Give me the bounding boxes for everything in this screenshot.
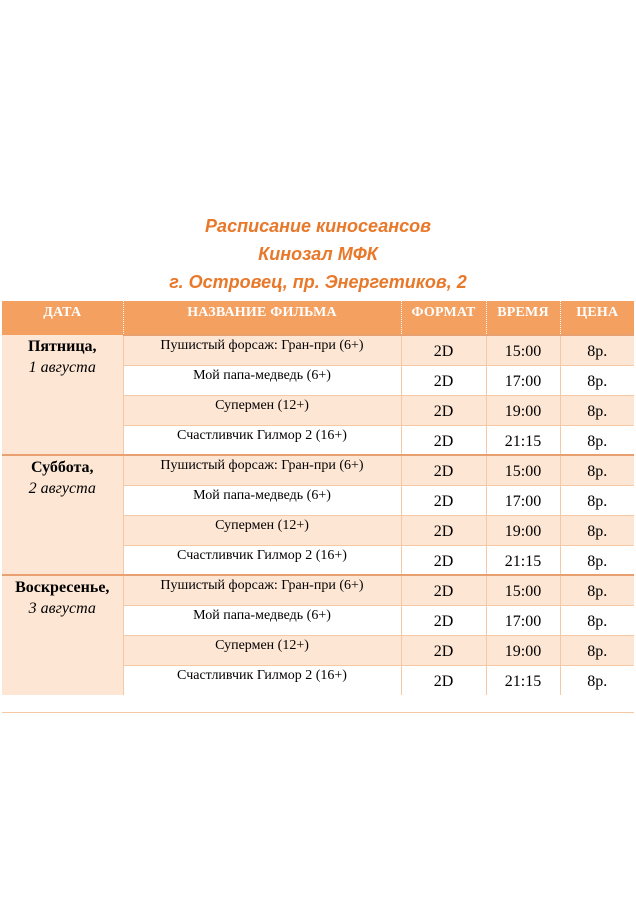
- column-header-time: ВРЕМЯ: [486, 301, 560, 335]
- ticket-price: 8р.: [560, 665, 634, 695]
- ticket-price: 8р.: [560, 395, 634, 425]
- session-time: 17:00: [486, 485, 560, 515]
- film-format: 2D: [401, 635, 486, 665]
- session-time: 17:00: [486, 365, 560, 395]
- film-format: 2D: [401, 455, 486, 485]
- ticket-price: 8р.: [560, 605, 634, 635]
- session-time: 15:00: [486, 575, 560, 605]
- film-format: 2D: [401, 485, 486, 515]
- film-title: Пушистый форсаж: Гран-при (6+): [123, 575, 401, 605]
- table-row: [2, 455, 634, 485]
- schedule-table: [2, 301, 634, 695]
- table-row: [2, 575, 634, 605]
- cinema-name: Кинозал МФК: [258, 244, 378, 264]
- table-row: [2, 335, 634, 365]
- day-date: 3 августа: [28, 600, 96, 617]
- ticket-price: 8р.: [560, 635, 634, 665]
- ticket-price: 8р.: [560, 335, 634, 365]
- day-name: Воскресенье,: [15, 579, 110, 596]
- film-format: 2D: [401, 605, 486, 635]
- film-format: 2D: [401, 545, 486, 575]
- film-title: Счастливчик Гилмор 2 (16+): [123, 665, 401, 695]
- ticket-price: 8р.: [560, 575, 634, 605]
- session-time: 21:15: [486, 545, 560, 575]
- cinema-address: г. Островец, пр. Энергетиков, 2: [169, 272, 467, 292]
- session-time: 19:00: [486, 635, 560, 665]
- session-time: 19:00: [486, 515, 560, 545]
- session-time: 21:15: [486, 665, 560, 695]
- column-header-date: ДАТА: [2, 301, 123, 335]
- day-date: 2 августа: [28, 480, 96, 497]
- film-title: Супермен (12+): [123, 515, 401, 545]
- film-title: Счастливчик Гилмор 2 (16+): [123, 425, 401, 455]
- ticket-price: 8р.: [560, 485, 634, 515]
- film-title: Мой папа-медведь (6+): [123, 485, 401, 515]
- ticket-price: 8р.: [560, 515, 634, 545]
- film-title: Супермен (12+): [123, 395, 401, 425]
- film-format: 2D: [401, 575, 486, 605]
- column-header-format: ФОРМАТ: [401, 301, 486, 335]
- session-time: 19:00: [486, 395, 560, 425]
- session-time: 15:00: [486, 335, 560, 365]
- day-name: Суббота,: [30, 459, 94, 476]
- film-title: Мой папа-медведь (6+): [123, 365, 401, 395]
- day-date: 1 августа: [28, 359, 96, 376]
- table-header-row: [2, 301, 634, 335]
- film-format: 2D: [401, 665, 486, 695]
- session-time: 17:00: [486, 605, 560, 635]
- session-time: 21:15: [486, 425, 560, 455]
- ticket-price: 8р.: [560, 545, 634, 575]
- film-title: Мой папа-медведь (6+): [123, 605, 401, 635]
- day-cell: [2, 335, 123, 455]
- ticket-price: 8р.: [560, 455, 634, 485]
- day-name: Пятница,: [27, 338, 97, 355]
- film-format: 2D: [401, 425, 486, 455]
- film-title: Супермен (12+): [123, 635, 401, 665]
- day-cell: [2, 575, 123, 695]
- ticket-price: 8р.: [560, 365, 634, 395]
- ticket-price: 8р.: [560, 425, 634, 455]
- film-title: Пушистый форсаж: Гран-при (6+): [123, 455, 401, 485]
- film-title: Счастливчик Гилмор 2 (16+): [123, 545, 401, 575]
- film-format: 2D: [401, 515, 486, 545]
- column-header-film: НАЗВАНИЕ ФИЛЬМА: [123, 301, 401, 335]
- column-header-price: ЦЕНА: [560, 301, 634, 335]
- session-time: 15:00: [486, 455, 560, 485]
- film-format: 2D: [401, 395, 486, 425]
- film-format: 2D: [401, 335, 486, 365]
- day-cell: [2, 455, 123, 575]
- schedule-title: Расписание киносеансов: [205, 216, 431, 236]
- film-title: Пушистый форсаж: Гран-при (6+): [123, 335, 401, 365]
- film-format: 2D: [401, 365, 486, 395]
- table-bottom-border: [2, 712, 634, 713]
